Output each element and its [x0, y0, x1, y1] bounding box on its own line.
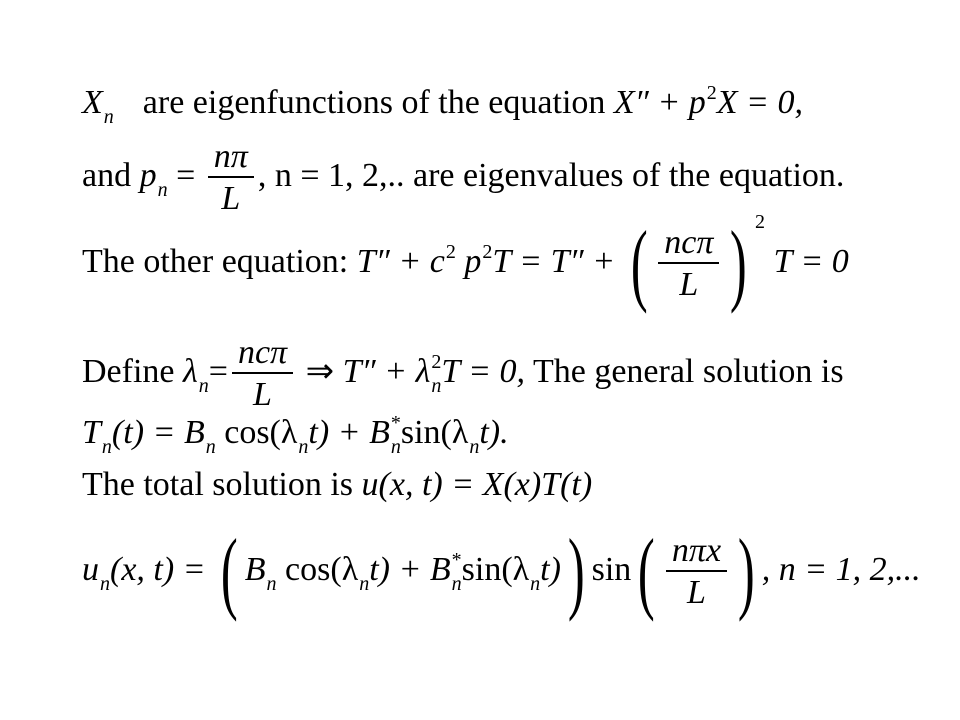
- sub-n: n: [390, 436, 401, 458]
- line-Tn: [82, 412, 509, 458]
- eq-part-c: T = 0,: [441, 352, 526, 390]
- fraction-ncpi-L: [232, 336, 293, 412]
- eq-part-c: T = T″ +: [492, 242, 616, 280]
- numerator: nπ: [208, 140, 254, 178]
- eq-part: (t) = B: [111, 414, 205, 451]
- eq-part-a: T″ + c: [356, 242, 445, 280]
- end-part: t).: [479, 414, 509, 451]
- eq-part-d: T = 0: [773, 242, 849, 280]
- cos-part: cos(λ: [285, 550, 359, 588]
- sin-part: sin(λ: [400, 414, 469, 451]
- square: 2: [482, 240, 493, 263]
- eq-part: (x, t) =: [110, 550, 206, 588]
- square: 2: [431, 350, 442, 373]
- eigenfunctions-text: are eigenfunctions of the equation: [142, 84, 606, 121]
- sub-n: n: [469, 436, 480, 458]
- denominator: L: [687, 574, 706, 611]
- right-paren: ): [730, 212, 748, 315]
- sub-n: n: [157, 178, 168, 201]
- sub-n: n: [205, 436, 216, 458]
- line-un: [82, 520, 921, 623]
- fraction-npix-L: [666, 534, 727, 610]
- numerator: ncπ: [232, 336, 293, 374]
- left-paren: (: [221, 520, 238, 623]
- implies-arrow: ⇒: [305, 352, 335, 390]
- line-other-equation: [82, 210, 849, 315]
- line-define-lambda: [82, 336, 844, 412]
- line-eigenvalues: [82, 140, 844, 216]
- numerator: nπx: [666, 534, 727, 572]
- ode-end: X = 0,: [716, 84, 803, 121]
- equals: =: [208, 352, 228, 390]
- sub-n: n: [101, 436, 112, 458]
- sub-n: n: [359, 572, 370, 595]
- numerator: ncπ: [658, 226, 719, 264]
- tail-text: , n = 1, 2,...: [761, 550, 921, 588]
- square: 2: [706, 82, 717, 104]
- sub-n: n: [298, 436, 309, 458]
- sin-word: sin: [591, 550, 632, 588]
- left-paren: (: [638, 520, 656, 623]
- B-symbol: B: [244, 550, 266, 588]
- eq-part-b: T″ + λ: [342, 352, 431, 390]
- general-solution-text: The general solution is: [532, 352, 844, 390]
- sub-n: n: [198, 374, 209, 397]
- right-paren: ): [567, 520, 585, 623]
- denominator: L: [253, 376, 272, 413]
- X-symbol: X: [82, 84, 103, 121]
- sub-n: n: [431, 374, 442, 397]
- total-solution-text: The total solution is: [82, 466, 354, 503]
- end-part: t): [540, 550, 561, 588]
- fraction-ncpi-L: [658, 226, 719, 302]
- mid-part: t) + B: [369, 550, 451, 588]
- lambda-symbol: λ: [183, 352, 198, 390]
- fraction-npi-L: [208, 140, 254, 216]
- define-text: Define: [82, 352, 175, 390]
- star: *: [390, 412, 401, 434]
- sin-part: sin(λ: [461, 550, 530, 588]
- square: 2: [445, 240, 456, 263]
- sub-n: n: [266, 572, 277, 595]
- ode-part: X″ + p: [613, 84, 706, 121]
- other-equation-text: The other equation:: [82, 242, 349, 280]
- line-eigenfunctions: [82, 82, 803, 128]
- sub-n: n: [100, 572, 110, 595]
- line-total-solution: [82, 468, 592, 502]
- eq-part-b: p: [464, 242, 482, 280]
- denominator: L: [679, 266, 699, 303]
- star: *: [451, 548, 462, 571]
- u-symbol: u: [82, 550, 99, 588]
- sub-n: n: [530, 572, 541, 595]
- and-text: and: [82, 156, 132, 194]
- right-paren: ): [737, 520, 755, 623]
- T-symbol: T: [82, 414, 101, 451]
- sub-n: n: [103, 106, 114, 128]
- total-solution-eq: u(x, t) = X(x)T(t): [361, 466, 593, 503]
- p-symbol: p: [139, 156, 157, 194]
- equals: =: [176, 156, 196, 194]
- left-paren: (: [630, 212, 648, 315]
- mid-part: t) + B: [308, 414, 390, 451]
- sub-n: n: [451, 572, 462, 595]
- eigenvalues-text: , n = 1, 2,.. are eigenvalues of the equation.: [257, 156, 845, 194]
- square: 2: [755, 210, 766, 233]
- cos-part: cos(λ: [224, 414, 298, 451]
- denominator: L: [221, 180, 241, 217]
